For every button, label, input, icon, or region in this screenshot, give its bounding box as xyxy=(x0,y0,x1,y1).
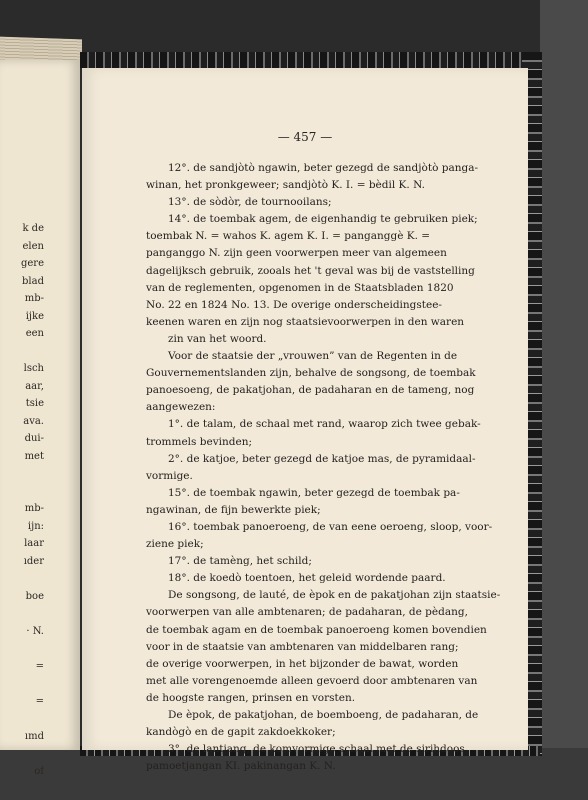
text-line: winan, het pronkgeweer; sandjòtò K. I. = bèdil K. N. xyxy=(146,179,425,192)
text-line: 16°. toembak panoeroeng, de van eene oeroeng, sloop, voor- xyxy=(168,520,493,533)
left-margin-fragment: = xyxy=(35,660,44,672)
left-page-margin-text xyxy=(0,220,44,780)
left-margin-fragment: · N. xyxy=(26,625,44,637)
page-number: — 457 — xyxy=(277,130,333,144)
text-line: panganggo N. zijn geen voorwerpen meer van algemeen xyxy=(146,247,447,260)
text-line: voor in de staatsie van ambtenaren van middelbaren rang; xyxy=(146,640,459,653)
left-margin-fragment xyxy=(0,605,44,623)
left-margin-fragment: dui- xyxy=(24,433,44,444)
text-line: kandògò en de gapit zakdoekkoker; xyxy=(146,726,336,739)
text-line: vormige. xyxy=(146,469,193,482)
text-line: de toembak agam en de toembak panoeroeng komen bovendien xyxy=(146,623,487,636)
text-line: zin van het woord. xyxy=(168,332,267,345)
left-margin-fragment xyxy=(0,710,44,728)
left-margin-fragment: met xyxy=(24,450,44,462)
marbled-cover-top xyxy=(80,52,532,68)
text-line: 14°. de toembak agem, de eigenhandig te gebruiken piek; xyxy=(168,213,478,226)
text-line: Voor de staatsie der „vrouwen” van de Regenten in de xyxy=(168,350,458,363)
left-margin-fragment xyxy=(0,465,44,483)
text-line: keenen waren en zijn nog staatsievoorwerpen in den waren xyxy=(146,315,465,328)
text-line: de hoogste rangen, prinsen en vorsten. xyxy=(146,691,356,704)
text-line: van de reglementen, opgenomen in de Staatsbladen 1820 xyxy=(146,281,454,294)
left-margin-fragment: ijke xyxy=(25,310,44,322)
left-margin-fragment xyxy=(0,640,44,658)
left-margin-fragment: een xyxy=(25,328,44,339)
text-line: ngawinan, de fijn bewerkte piek; xyxy=(146,503,321,516)
left-margin-fragment: blad xyxy=(22,275,44,287)
text-line: 3°. de lantjang, de komvormige schaal met de sirihdoos, xyxy=(168,743,469,756)
left-margin-fragment xyxy=(0,343,44,361)
left-margin-fragment: ıder xyxy=(23,555,44,567)
left-page xyxy=(0,60,80,777)
text-line: pamoetjangan KI. pakinangan K. N. xyxy=(146,760,336,773)
right-page xyxy=(82,68,528,773)
text-line: De èpok, de pakatjohan, de boemboeng, de padaharan, de xyxy=(168,709,479,721)
left-margin-fragment: mb- xyxy=(24,503,44,514)
left-margin-fragment: k de xyxy=(22,223,44,234)
text-line: No. 22 en 1824 No. 13. De overige onderscheidingstee- xyxy=(146,298,442,311)
text-line: 15°. de toembak ngawin, beter gezegd de toembak pa- xyxy=(168,486,460,499)
text-line: 17°. de tamèng, het schild; xyxy=(168,555,312,568)
left-margin-fragment: ımd xyxy=(24,730,44,742)
left-margin-fragment: of xyxy=(34,765,44,777)
left-margin-fragment: = xyxy=(35,695,44,707)
text-line: toembak N. = wahos K. agem K. I. = panganggè K. = xyxy=(146,230,431,243)
text-line: voorwerpen van alle ambtenaren; de padaharan, de pèdang, xyxy=(146,606,468,619)
text-line: 12°. de sandjòtò ngawin, beter gezegd de sandjòtò panga- xyxy=(168,162,478,174)
text-line: trommels bevinden; xyxy=(146,435,252,448)
right-background xyxy=(540,0,588,800)
left-margin-fragment xyxy=(0,483,44,501)
text-line: dagelijksch gebruik, zooals het 't geval was bij de vaststelling xyxy=(146,264,475,277)
text-line: met alle vorengenoemde alleen gevoerd door ambtenaren van xyxy=(146,674,478,687)
left-margin-fragment: mb- xyxy=(24,293,44,304)
text-line: 1°. de talam, de schaal met rand, waarop zich twee gebak- xyxy=(168,418,481,431)
text-line: Gouvernementslanden zijn, behalve de songsong, de toembak xyxy=(146,367,476,380)
left-margin-fragment: ava. xyxy=(23,415,44,427)
left-margin-fragment: boe xyxy=(25,590,44,602)
text-line: de overige voorwerpen, in het bijzonder de bawat, worden xyxy=(146,657,459,670)
left-margin-fragment xyxy=(0,675,44,693)
left-margin-fragment: ijn: xyxy=(27,520,44,532)
page-text xyxy=(146,160,511,775)
text-line: aangewezen: xyxy=(146,401,216,414)
text-line: ziene piek; xyxy=(146,538,204,551)
left-margin-fragment: lsch xyxy=(23,363,44,374)
text-line: 13°. de sòdòr, de tournooilans; xyxy=(168,196,332,209)
text-line: De songsong, de lauté, de èpok en de pakatjohan zijn staatsie- xyxy=(168,589,501,602)
left-margin-fragment: tsie xyxy=(25,398,44,409)
left-margin-fragment: gere xyxy=(20,258,44,269)
text-line: 2°. de katjoe, beter gezegd de katjoe mas, de pyramidaal- xyxy=(168,452,476,465)
left-margin-fragment: elen xyxy=(22,240,44,252)
left-margin-fragment xyxy=(0,570,44,588)
left-margin-fragment xyxy=(0,745,44,763)
left-margin-fragment: aar, xyxy=(25,380,44,392)
left-margin-fragment: laar xyxy=(24,538,44,549)
text-line: panoesoeng, de pakatjohan, de padaharan en de tameng, nog xyxy=(146,384,475,397)
text-line: 18°. de koedò toentoen, het geleid wordende paard. xyxy=(168,572,446,585)
